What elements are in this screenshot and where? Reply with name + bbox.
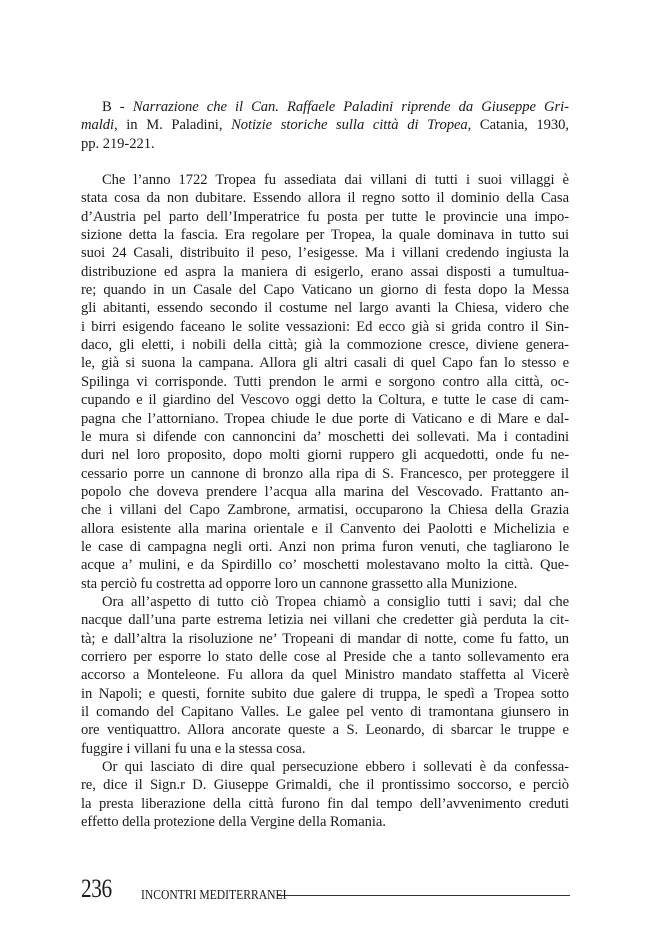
text-line: cessario porre un cannone di bronzo alla ripa di S. Francesco, per proteggere il — [81, 465, 569, 482]
paragraph — [81, 171, 569, 593]
source-note-line: maldi, in M. Paladini, Notizie storiche sulla città di Tropea, Catania, 1930, — [81, 117, 570, 134]
footer-rule — [277, 895, 570, 896]
spacer — [81, 153, 569, 171]
paragraph — [81, 758, 569, 831]
text-line: tà; e dall’altra la risoluzione ne’ Tropeani di mandar di notte, come fu fatto, un — [81, 630, 569, 647]
text-line: d’Austria pel parto dell’Imperatrice fu posta per tutte le provincie una impo- — [81, 208, 569, 225]
page-footer — [81, 868, 570, 902]
text-line: le mura si difende con cannoncini da’ moschetti dei sollevati. Ma i contadini — [81, 428, 569, 445]
text-line: fuggire i villani fu una e la stessa cosa. — [81, 740, 306, 757]
text-line: il comando del Capitano Valles. Le galee pel vento di tramontana giunsero in — [81, 704, 569, 720]
text-line: la presta liberazione della città furono fin dal tempo dell’avvenimento creduti — [81, 795, 569, 812]
text-line: distribuzione ed aspra la maniera di esigerlo, erano assai disposti a tumultua- — [81, 263, 569, 280]
text-line: le case di campagna negli orti. Anzi non prima furon venuti, che tagliarono le — [81, 538, 569, 555]
paragraphs — [81, 171, 569, 831]
text-line: i birri esigendo faceano le solite vessazioni: Ed ecco già si grida contro il Sin- — [81, 318, 569, 335]
text-line: re, dice il Sign.r D. Giuseppe Grimaldi, che il prontissimo soccorso, e perciò — [81, 777, 569, 794]
journal-title: INCONTRI MEDITERRANEI — [141, 887, 287, 902]
text-line: Che l’anno 1722 Tropea fu assediata dai villani di tutti i suoi villaggi è — [102, 172, 569, 189]
text-line: pagna che l’attorniano. Tropea chiude le due porte di Vaticano e di Mare e dal- — [81, 410, 569, 427]
text-line: corriero per esporre lo stato delle cose al Preside che a tanto sollevamento era — [81, 648, 569, 665]
text-line: nacque dall’una parte estrema letizia nei villani che credetter già perduta la cit- — [81, 612, 569, 629]
source-note — [81, 98, 569, 153]
text-line: in Napoli; e questi, fornite subito due galere di truppa, le spedì a Tropea sotto — [81, 685, 569, 702]
text-line: gli abitanti, essendo secondo il costume nel largo avanti la Chiesa, videro che — [81, 300, 569, 317]
text-line: le, già si suona la campana. Allora gli altri casali di quel Capo fan lo stesso e — [81, 355, 569, 372]
text-line: daco, gli eletti, i nobili della città; già la commozione cresce, diviene genera- — [81, 337, 569, 354]
text-line: che i villani del Capo Zambrone, armatisi, occuparono la Chiesa della Grazia — [81, 502, 569, 519]
page-number: 236 — [81, 874, 112, 903]
text-line: duri nel loro proposito, dopo molti giorni ruppero gli acquedotti, onde fu ne- — [81, 447, 569, 464]
text-line: Spilinga vi corrisponde. Tutti prendon le armi e sorgono contro alla città, oc- — [81, 373, 569, 390]
text-line: suoi 24 Casali, distribuito il peso, l’esigesse. Ma i villani credendo ingiusta la — [81, 245, 569, 262]
text-line: Ora all’aspetto di tutto ciò Tropea chiamò a consiglio tutti i savi; dal che — [102, 593, 569, 610]
text-line: popolo che doveva prendere l’acqua alla marina del Vescovado. Frattanto an- — [81, 483, 569, 500]
text-line: sizione detta la fascia. Era regolare per Tropea, la quale dominava in tutto sui — [81, 227, 569, 244]
text-line: accorso a Monteleone. Fu allora da quel Ministro mandato staffetta al Vicerè — [81, 667, 569, 684]
text-line: cupando e il giardino del Vescovo oggi detto la Coltura, e tutte le case di cam- — [81, 392, 569, 409]
text-line: ore ventiquattro. Allora ancorate queste a S. Leonardo, di sbarcar le truppe e — [81, 722, 569, 739]
paragraph — [81, 593, 569, 758]
text-line: re; quando in un Casale del Capo Vaticano un giorno di festa dopo la Messa — [81, 282, 569, 299]
text-line: Or qui lasciato di dire qual persecuzione ebbero i sollevati è da confessa- — [102, 759, 569, 776]
text-line: allora esistente alla marina orientale e il Canvento dei Paolotti e Michelizia e — [81, 520, 569, 537]
text-line: effetto della protezione della Vergine della Romania. — [81, 814, 386, 831]
body-text — [81, 98, 569, 831]
source-note-line: B - Narrazione che il Can. Raffaele Paladini riprende da Giuseppe Gri- — [102, 99, 569, 115]
text-line: acque a’ mulini, e da Spirdillo co’ moschetti molestavano molto la città. Que- — [81, 557, 569, 574]
text-line: stata cosa da non dubitare. Essendo allora il regno sotto il dominio della Casa — [81, 190, 569, 207]
text-line: sta perciò fu costretta ad opporre loro un cannone grassetto alla Munizione. — [81, 575, 518, 592]
source-note-line: pp. 219-221. — [81, 135, 155, 152]
